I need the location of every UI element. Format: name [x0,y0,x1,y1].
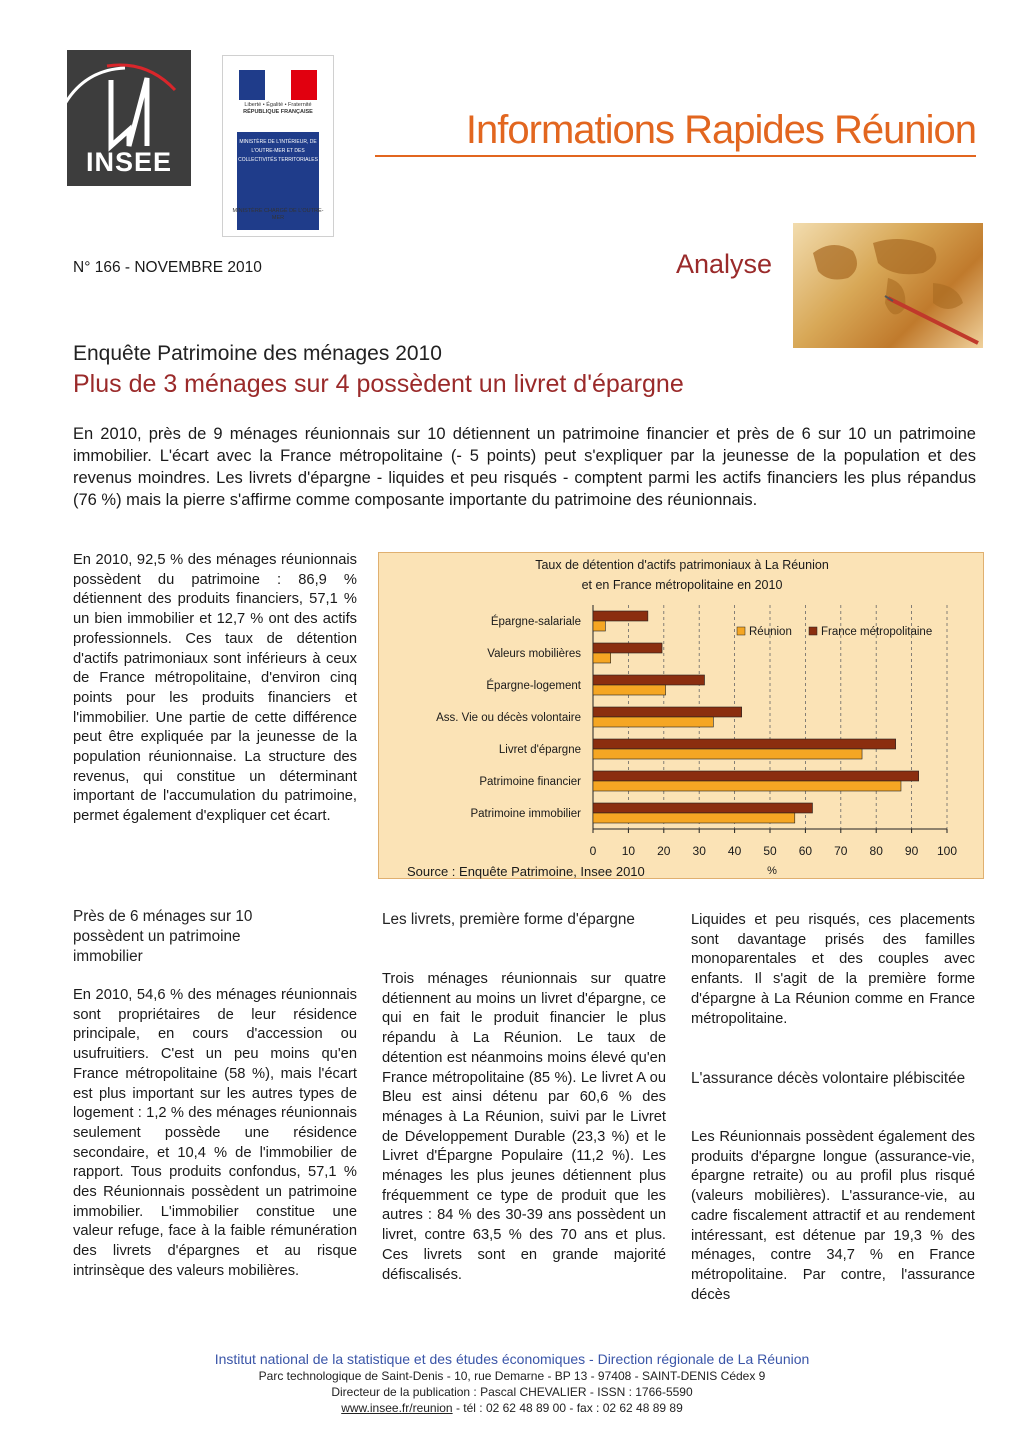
bar-france-metropolitaine [593,707,742,717]
col2-subheading: Les livrets, première forme d'épargne [382,911,635,928]
lead-paragraph: En 2010, près de 9 ménages réunionnais sur 10 détiennent un patrimoine financier et près de 6 sur 10 un patrimoine immobilier. L'écart avec la France métropolitaine (- 5 points) peut s'expliquer par la jeunesse de la population et des revenus moindres. Les livrets d'épargne - liquides et peu risqués - comptent parmi les actifs financiers les plus répandus (76 %) mais la pierre s'affirme comme composante importante du patrimoine des réunionnais. [73,425,976,509]
footer-address: Parc technologique de Saint-Denis - 10, rue Demarne - BP 13 - 97408 - SAINT-DENIS Cédex 9 [258,1369,766,1383]
chart-title-line-2: et en France métropolitaine en 2010 [581,578,783,592]
world-map-photo [793,223,983,348]
col1-paragraph-2: En 2010, 54,6 % des ménages réunionnais sont propriétaires de leur résidence principale, en cours d'accession ou usufruitiers. C'est un peu moins qu'en France métropolitaine (58 %), mais l'écart est plus important sur les autres types de logement : 1,2 % des ménages réunionnais seulement possède une résidence secondaire, et 10,4 % de l'immobilier de rapport. Tous produits confondus, 57,1 % des Réunionnais possèdent un patrimoine immobilier. L'immobilier constitue une valeur refuge, face à la faible rémunération des livrets d'épargnes et au risque intrinsèque des valeurs mobilières. [73,987,357,1279]
ministry-outre-mer: MINISTÈRE CHARGÉ DE L'OUTRE-MER [232,208,324,221]
bar-reunion [593,749,862,759]
chart-svg [379,553,985,880]
category-label: Épargne-salariale [490,616,581,628]
x-tick-label: 70 [834,844,848,858]
republique-francaise-logo [222,55,334,237]
footer-director: Directeur de la publication : Pascal CHEVALIER - ISSN : 1766-5590 [331,1385,693,1399]
rf-motto: Liberté • Égalité • Fraternité [244,102,312,108]
bar-france-metropolitaine [593,643,662,653]
category-label: Patrimoine financier [479,776,581,788]
legend-swatch [737,627,745,635]
insee-logo [67,50,191,186]
section-label: Analyse [676,249,773,279]
footer-contact-line [0,1400,1024,1416]
footer-institution: Institut national de la statistique et des études économiques - Direction régionale de La Réunion [214,1351,810,1367]
bar-reunion [593,717,713,727]
insee-logo-text: INSEE [85,147,173,177]
footer [0,1350,1024,1416]
col3-subheading: L'assurance décès volontaire plébiscitée [691,1070,966,1087]
footer-contact: - tél : 02 62 48 89 00 - fax : 02 62 48 89 89 [452,1401,683,1415]
category-label: Épargne-logement [486,680,581,692]
bar-reunion [593,781,901,791]
bar-reunion [593,685,666,695]
col2-paragraph: Trois ménages réunionnais sur quatre détiennent au moins un livret d'épargne, ce qui en fait le produit financier le plus répandu à La Réunion. Le taux de détention est néanmoins moins élevé qu'en France métropolitaine (85 %). Le livret A ou Bleu est ainsi détenu par 60,6 % des ménages à La Réunion, suivi par le Livret de Développement Durable (23,3 %) et le Livret d'Épargne Populaire (11,2 %). Les ménages les plus jeunes détiennent plus fréquemment ce type de produit que les autres : 84 % des 30-39 ans possèdent un livret, contre 63,5 % des 70 ans et plus. Ces livrets sont en grande majorité défiscalisés. [382,971,666,1283]
bar-reunion [593,653,611,663]
category-label: Patrimoine immobilier [470,808,581,820]
x-tick-label: 0 [589,844,597,858]
x-tick-label: 50 [763,844,777,858]
bar-france-metropolitaine [593,675,705,685]
bar-reunion [593,621,605,631]
bar-france-metropolitaine [593,739,896,749]
bar-france-metropolitaine [593,771,919,781]
ministry-name: MINISTÈRE DE L'INTÉRIEUR, DE L'OUTRE-MER ET DES COLLECTIVITÉS TERRITORIALES [238,139,318,163]
bar-chart [378,552,984,879]
legend-label: Réunion [749,626,792,638]
survey-title: Enquête Patrimoine des ménages 2010 [73,342,442,365]
x-tick-label: 40 [727,844,742,858]
bar-reunion [593,813,795,823]
x-tick-label: 10 [621,844,636,858]
col1-paragraph-1: En 2010, 92,5 % des ménages réunionnais possèdent du patrimoine : 86,9 % détiennent des produits financiers, 57,1 % un bien immobilier et 12,7 % ont des actifs professionnels. Ces taux de détention d'actifs patrimoniaux sont inférieurs à ceux de France métropolitaine, d'environ cinq points pour les produits financiers et l'immobilier. Une partie de cette différence peut être expliquée par la jeunesse de la population réunionnaise. La structure des revenus, qui constitue un déterminant important de l'accumulation du patrimoine, permet également d'expliquer cet écart. [73,552,357,825]
category-label: Ass. Vie ou décès volontaire [436,712,581,724]
french-flag-icon [239,70,317,100]
rf-name: RÉPUBLIQUE FRANÇAISE [243,109,313,115]
col3-paragraph-2: Les Réunionnais possèdent également des produits d'épargne longue (assurance-vie, épargne retraite) ou au profil plus risqué (valeurs mobilières). L'assurance-vie, au cadre fiscalement attractif et au rendement intéressant, est détenue par 19,3 % des ménages, contre 34,7 % en France métropolitaine. Par contre, l'assurance décès [691,1129,975,1303]
main-headline: Plus de 3 ménages sur 4 possèdent un livret d'épargne [73,370,684,398]
category-label: Valeurs mobilières [487,648,581,660]
issue-number: N° 166 - NOVEMBRE 2010 [73,259,262,276]
col3-paragraph-1: Liquides et peu risqués, ces placements sont davantage prisés des familles monoparentales et des couples avec enfants. Il s'agit de la première forme d'épargne à La Réunion comme en France métropolitaine. [691,912,975,1027]
x-tick-label: 30 [692,844,706,858]
x-tick-label: 80 [869,844,883,858]
x-tick-label: 90 [904,844,919,858]
publication-title: Informations Rapides Réunion [375,108,976,157]
bar-france-metropolitaine [593,611,648,621]
x-axis-label: % [767,865,777,877]
chart-title-line-1: Taux de détention d'actifs patrimoniaux à La Réunion [535,558,829,572]
chart-source: Source : Enquête Patrimoine, Insee 2010 [407,864,645,879]
category-label: Livret d'épargne [498,744,581,756]
legend-label: France métropolitaine [821,626,933,638]
x-tick-label: 100 [936,844,958,858]
bar-france-metropolitaine [593,803,812,813]
x-tick-label: 60 [798,844,813,858]
website-link[interactable]: www.insee.fr/reunion [341,1401,453,1415]
x-tick-label: 20 [657,844,671,858]
col1-subheading: Près de 6 ménages sur 10 possèdent un patrimoine immobilier [73,908,253,965]
legend-swatch [809,627,817,635]
